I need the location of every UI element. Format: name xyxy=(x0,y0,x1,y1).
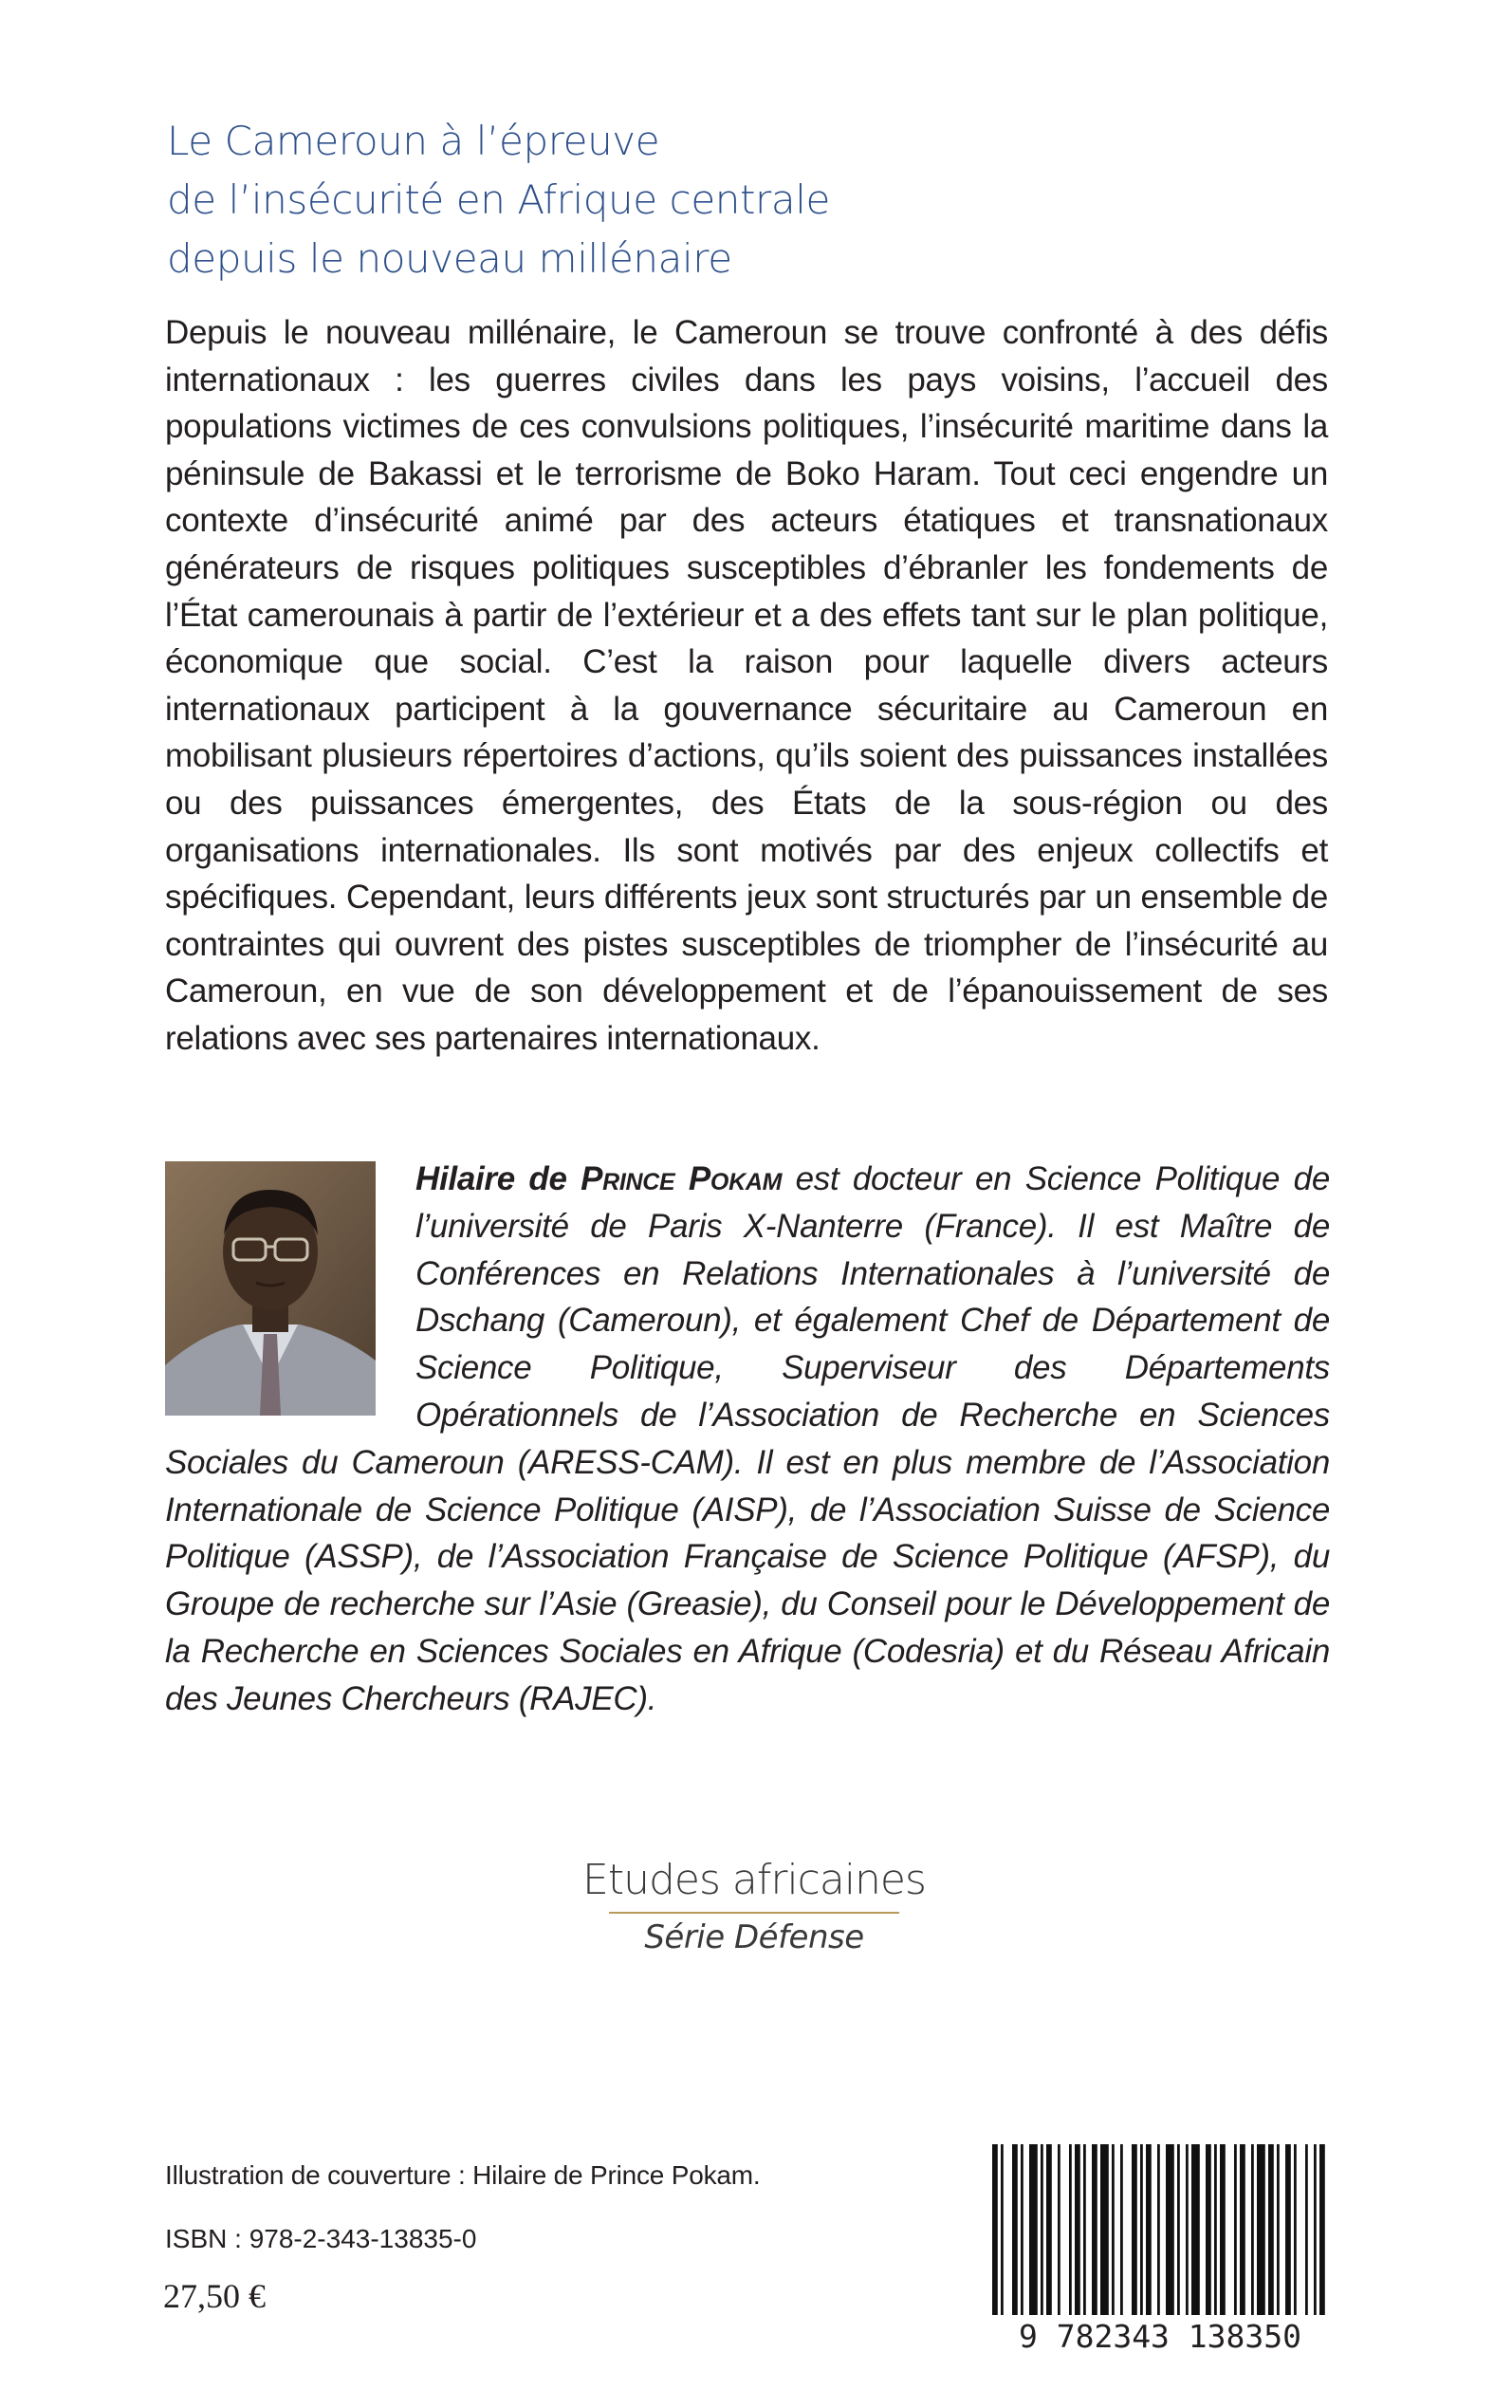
barcode-bar xyxy=(1120,2144,1123,2315)
barcode-bar xyxy=(1206,2144,1211,2315)
barcode-bar xyxy=(1277,2144,1280,2315)
barcode-number: 9 782343 138350 xyxy=(1018,2318,1302,2353)
barcode-bar xyxy=(1257,2144,1265,2315)
barcode-bar xyxy=(1240,2144,1245,2315)
barcode-bar xyxy=(1001,2144,1004,2315)
barcode-bar xyxy=(1132,2144,1137,2315)
cover-illustration-credit: Illustration de couverture : Hilaire de Prince Pokam. xyxy=(165,2160,761,2190)
barcode-bar xyxy=(1319,2144,1325,2315)
barcode-bar xyxy=(1177,2144,1180,2315)
title-line-3: depuis le nouveau millénaire xyxy=(167,235,732,282)
barcode-bar xyxy=(1029,2144,1038,2315)
barcode-bar xyxy=(1083,2144,1086,2315)
barcode-bar xyxy=(1234,2144,1237,2315)
barcode-bar xyxy=(1220,2144,1226,2315)
title-line-2: de l’insécurité en Afrique centrale xyxy=(167,176,830,223)
book-title xyxy=(167,112,1362,288)
author-last-name: Prince Pokam xyxy=(581,1160,783,1197)
price: 27,50 € xyxy=(163,2277,266,2315)
barcode-bar xyxy=(1046,2144,1052,2315)
author-name xyxy=(415,1160,782,1197)
barcode-bar xyxy=(1100,2144,1109,2315)
barcode-bar xyxy=(1058,2144,1060,2315)
barcode-bar xyxy=(1021,2144,1023,2315)
barcode-bar xyxy=(1157,2144,1160,2315)
series-name: Etudes africaines xyxy=(582,1856,926,1904)
barcode-bar xyxy=(1069,2144,1072,2315)
barcode-bar xyxy=(1268,2144,1274,2315)
isbn: ISBN : 978-2-343-13835-0 xyxy=(165,2224,477,2253)
barcode-bar xyxy=(1012,2144,1018,2315)
author-bio-text: est docteur en Science Politique de l’université de Paris X-Nanterre (France). Il est Maître de Conférences en Relations Internationales à l’université de Dschang (Cameroun), et également Chef de Département de Science Politique, Superviseur des Départements Opérationnels de l’Association de Recherche en Sciences Sociales du Cameroun (ARESS-CAM). Il est en plus membre de l’Association Internationale de Science Politique (AISP), de l’Association Suisse de Science Politique (ASSP), de l’Association Française de Science Politique (AFSP), du Groupe de recherche sur l’Asie (Greasie), du Conseil pour le Développement de la Recherche en Sciences Sociales en Afrique (Codesria) et du Réseau Africain des Jeunes Chercheurs (RAJEC). xyxy=(165,1160,1330,1717)
barcode-bar xyxy=(1285,2144,1291,2315)
barcode-bar xyxy=(1041,2144,1043,2315)
book-summary: Depuis le nouveau millénaire, le Cameroun se trouve confronté à des défis internationaux : les guerres civiles dans les pays voisins, l’accueil des populations victimes de ces convulsions politiques, l’insécurité maritime dans la péninsule de Bakassi et le terrorisme de Boko Haram. Tout ceci engendre un contexte d’insécurité animé par des acteurs étatiques et transnationaux générateurs de risques politiques susceptibles d’ébranler les fondements de l’État camerounais à partir de l’extérieur et a des effets tant sur le plan politique, économique que social. C’est la raison pour laquelle divers acteurs internationaux participent à la gouvernance sécuritaire au Cameroun en mobilisant plusieurs répertoires d’actions, qu’ils soient des puissances installées ou des puissances émergentes, des États de la sous-région ou des organisations internationales. Ils sont motivés par des enjeux collectifs et spécifiques. Cependant, leurs différents jeux sont structurés par un ensemble de contraintes qui ouvrent des pistes susceptibles de triompher de l’insécurité au Cameroun, en vue de son développement et de l’épanouissement de ses relations avec ses partenaires internationaux. xyxy=(165,314,1328,1057)
barcode-bar xyxy=(1214,2144,1217,2315)
series-logo xyxy=(474,1855,1034,1961)
barcode-bar xyxy=(1075,2144,1080,2315)
barcode-bar xyxy=(1191,2144,1200,2315)
author-biography xyxy=(165,1156,1330,1723)
author-first-name: Hilaire de xyxy=(415,1160,581,1197)
barcode xyxy=(988,2144,1332,2353)
barcode-bar xyxy=(992,2144,998,2315)
barcode-bar xyxy=(1166,2144,1174,2315)
barcode-bar xyxy=(1146,2144,1152,2315)
barcode-bar xyxy=(1294,2144,1297,2315)
barcode-bar xyxy=(1140,2144,1143,2315)
barcode-bar xyxy=(1112,2144,1115,2315)
barcode-bar xyxy=(1305,2144,1308,2315)
title-line-1: Le Cameroun à l’épreuve xyxy=(167,118,660,164)
barcode-bar xyxy=(1186,2144,1189,2315)
barcode-bar xyxy=(1251,2144,1254,2315)
series-subseries: Série Défense xyxy=(644,1918,864,1956)
barcode-bar xyxy=(1314,2144,1317,2315)
barcode-bar xyxy=(1092,2144,1097,2315)
